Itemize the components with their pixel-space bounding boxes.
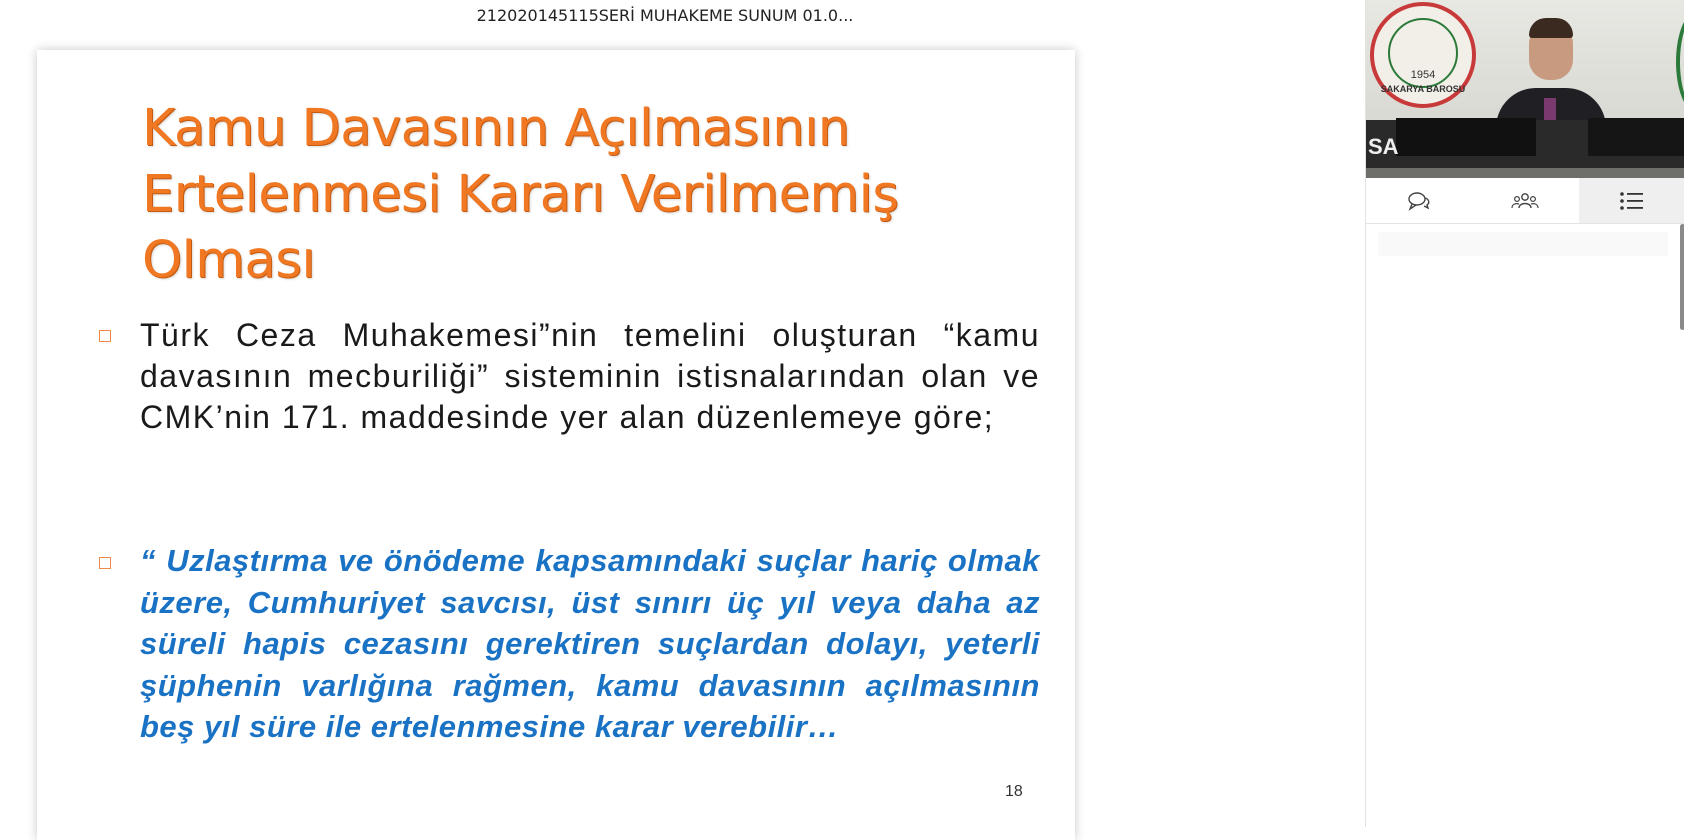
- document-title: 212020145115SERİ MUHAKEME SUNUM 01.0...: [476, 6, 854, 25]
- speaker-hair: [1529, 18, 1573, 38]
- slide-paragraph-2-quote: “ Uzlaştırma ve önödeme kapsamındaki suçlar hariç olmak üzere, Cumhuriyet savcısı, üst sınırı üç yıl veya daha az süreli hapis cezasını gerektiren suçlardan dolayı, yeterli şüphenin varlığına rağmen, kamu davasının açılmasının beş yıl süre ile ertelenmesine karar verebilir…: [140, 543, 1040, 744]
- tab-participants[interactable]: [1472, 178, 1578, 223]
- chat-bubbles-icon: [1406, 190, 1432, 212]
- slide-heading-line-3: Olması: [142, 231, 315, 290]
- bullet-square-icon: [99, 330, 111, 342]
- slide-paragraph-1: Türk Ceza Muhakemesi”nin temelini oluşturan “kamu davasının mecburiliği” sisteminin istisnalarından olan ve CMK’nin 171. maddesinde yer alan düzenlemeye göre;: [140, 317, 1040, 435]
- sidebar-list-item[interactable]: [1378, 232, 1668, 256]
- slide-page-number: 18: [1005, 783, 1023, 800]
- meeting-sidebar: [1365, 0, 1684, 827]
- logo-name: SAKARYA BAROSU: [1380, 84, 1466, 94]
- desk-front-panel: [1396, 118, 1536, 156]
- participants-icon: [1511, 190, 1539, 212]
- desk-front-panel-right: [1588, 118, 1684, 156]
- tab-list[interactable]: [1579, 178, 1684, 223]
- video-bottom-strip: [1366, 168, 1684, 178]
- banner-text: SA: [1368, 134, 1399, 159]
- slide-heading-line-1: Kamu Davasının Açılmasının: [142, 99, 850, 158]
- tab-chat[interactable]: [1366, 178, 1472, 223]
- slide-heading: [142, 96, 962, 294]
- logo-year: 1954: [1410, 69, 1436, 81]
- slide-heading-line-2: Ertelenmesi Kararı Verilmemiş: [142, 165, 899, 224]
- speaker-video[interactable]: [1366, 0, 1684, 178]
- list-icon: [1619, 190, 1645, 212]
- sidebar-scrollbar[interactable]: [1680, 224, 1684, 330]
- presentation-slide: [37, 50, 1075, 840]
- bar-association-logo: [1370, 2, 1476, 108]
- sidebar-tabs: [1366, 178, 1684, 224]
- bullet-square-icon: [99, 557, 111, 569]
